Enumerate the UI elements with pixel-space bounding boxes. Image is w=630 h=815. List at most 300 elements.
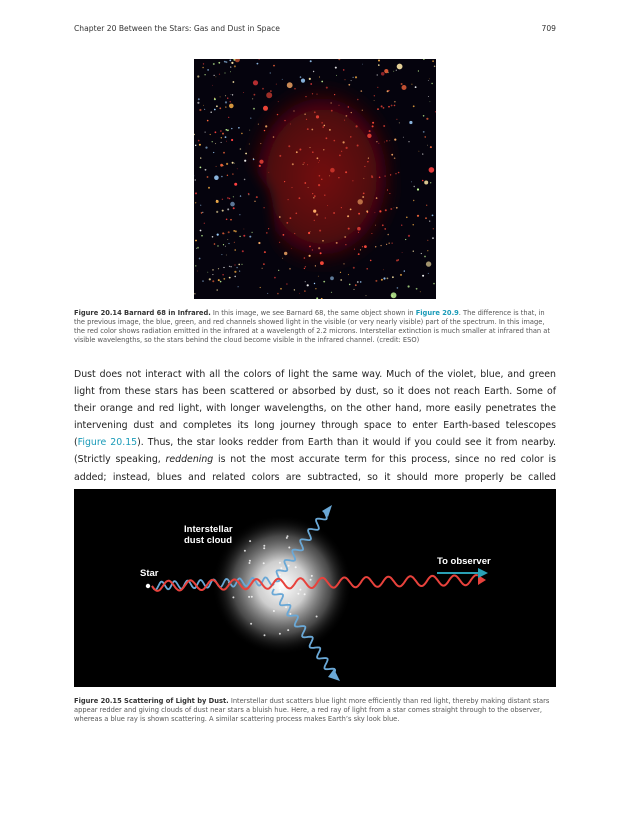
- dust-speck: [297, 593, 299, 595]
- star-point: [222, 274, 223, 275]
- star-point: [376, 197, 378, 199]
- star-point: [329, 176, 330, 177]
- star-point: [304, 268, 305, 269]
- star-point: [322, 240, 324, 242]
- star-point: [395, 173, 396, 174]
- star-point: [374, 95, 375, 96]
- star-point: [430, 101, 431, 102]
- star-point: [377, 74, 378, 75]
- star-point: [345, 244, 346, 245]
- dust-speck: [287, 535, 289, 537]
- star-point: [405, 239, 406, 240]
- star-point: [364, 166, 365, 167]
- star-point: [358, 253, 360, 255]
- star-point: [216, 166, 217, 167]
- star-point: [411, 84, 412, 85]
- dust-speck: [289, 613, 291, 615]
- paragraph-part-2: ). Thus, the star looks redder from Earth than it would if you could see it from nearby. (Strictly speaking,: [74, 437, 556, 466]
- star-point: [253, 158, 254, 159]
- star-point: [386, 140, 387, 141]
- star-point: [245, 153, 247, 155]
- star-point: [394, 157, 396, 159]
- star-point: [310, 147, 311, 148]
- star-point: [357, 227, 361, 231]
- star-point: [294, 289, 295, 290]
- star-point: [243, 235, 245, 237]
- star-point: [207, 272, 208, 273]
- star-point: [362, 64, 363, 65]
- dust-speck: [279, 562, 281, 564]
- star-point: [308, 187, 309, 188]
- star-point: [357, 281, 359, 283]
- star-point: [333, 212, 335, 214]
- star-point: [418, 70, 419, 71]
- star-point: [212, 274, 213, 275]
- star-point: [225, 136, 227, 138]
- star-point: [338, 59, 340, 60]
- star-point: [210, 134, 211, 135]
- dust-speck: [244, 550, 246, 552]
- star-point: [225, 101, 227, 103]
- star-point: [264, 130, 265, 131]
- star-point: [351, 80, 352, 81]
- star-point: [366, 295, 367, 296]
- star-point: [291, 248, 292, 249]
- star-point: [228, 117, 229, 118]
- star-point: [214, 109, 216, 111]
- star-point: [422, 180, 424, 182]
- star-point: [254, 94, 256, 96]
- star-point: [423, 59, 424, 60]
- figure-15-caption-text: Interstellar dust scatters blue light more efficiently than red light, thereby making distant stars appear redder and giving clouds of dust near stars a bluish hue. Here, a red ray of light from a star comes straight through to the observer, whereas a blue ray is shown scattering. A similar scattering process makes Earth’s sky look blue.: [74, 697, 550, 723]
- star-point: [356, 125, 358, 127]
- star-point: [430, 182, 431, 183]
- star-point: [366, 268, 368, 270]
- star-point: [205, 132, 206, 133]
- star-point: [417, 215, 419, 217]
- star-point: [223, 152, 225, 154]
- star-point: [284, 181, 285, 182]
- star-point: [253, 80, 258, 85]
- star-point: [398, 172, 400, 174]
- star-point: [223, 278, 225, 280]
- star-point: [398, 259, 399, 260]
- star-point: [357, 99, 359, 101]
- star-point: [229, 266, 230, 267]
- star-point: [397, 287, 399, 289]
- star-point: [277, 114, 278, 115]
- star-point: [221, 137, 222, 138]
- star-point: [382, 224, 384, 226]
- star-point: [424, 256, 426, 258]
- star-point: [231, 62, 233, 64]
- star-point: [391, 292, 397, 298]
- star-point: [268, 228, 269, 229]
- star-point: [363, 193, 365, 195]
- star-point: [299, 197, 301, 199]
- star-point: [232, 94, 233, 95]
- star-point: [290, 124, 291, 125]
- star-point: [357, 145, 359, 147]
- star-point: [310, 231, 311, 232]
- star-point: [240, 195, 241, 196]
- star-point: [321, 179, 322, 180]
- star-point: [394, 139, 396, 141]
- star-point: [308, 232, 310, 234]
- dust-speck: [279, 590, 281, 592]
- star-point: [220, 96, 221, 97]
- star-point: [222, 133, 224, 135]
- star-point: [195, 192, 197, 194]
- page-header: [74, 24, 556, 36]
- star-point: [267, 293, 268, 294]
- star-point: [280, 288, 282, 290]
- star-point: [227, 197, 228, 198]
- star-point: [431, 83, 432, 84]
- star-point: [396, 70, 397, 71]
- dust-speck: [263, 547, 265, 549]
- star-point: [391, 105, 393, 107]
- dust-speck: [316, 616, 318, 618]
- star-point: [349, 284, 351, 286]
- star-point: [375, 212, 376, 213]
- star-point: [232, 173, 233, 174]
- dust-speck: [273, 610, 275, 612]
- star-point: [236, 267, 237, 268]
- star-point: [218, 279, 220, 281]
- star-point: [231, 139, 233, 141]
- figure-20-15-link[interactable]: Figure 20.15: [77, 437, 138, 449]
- star-point: [262, 268, 263, 269]
- star-point: [243, 92, 244, 93]
- star-point: [259, 165, 261, 167]
- star-point: [392, 243, 393, 244]
- dust-cloud-label-line1: Interstellar: [184, 524, 233, 535]
- star-point: [288, 145, 290, 147]
- star-point: [210, 111, 212, 113]
- star-point: [292, 187, 293, 188]
- dust-speck: [250, 623, 252, 625]
- star-point: [384, 175, 385, 176]
- star-point: [402, 85, 407, 90]
- star-point: [221, 176, 223, 178]
- star-point: [345, 79, 346, 80]
- star-point: [212, 236, 214, 238]
- star-point: [360, 249, 361, 250]
- dust-speck: [279, 633, 281, 635]
- star-point: [234, 65, 236, 67]
- star-point: [413, 105, 415, 107]
- star-point: [205, 169, 207, 171]
- star-point: [282, 79, 283, 80]
- star-point: [335, 67, 337, 69]
- star-point: [394, 208, 395, 209]
- star-point: [278, 101, 279, 102]
- star-point: [263, 106, 268, 111]
- star-point: [413, 224, 414, 225]
- star-point: [231, 94, 232, 95]
- star-point: [283, 234, 285, 236]
- star-point: [307, 128, 309, 130]
- star-point: [379, 177, 381, 179]
- figure-14-caption-part-a: In this image, we see Barnard 68, the same object shown in: [210, 309, 416, 317]
- star-point: [408, 141, 409, 142]
- star-point: [420, 291, 421, 292]
- star-point: [264, 251, 266, 253]
- star-point: [353, 267, 355, 269]
- star-point: [224, 61, 226, 63]
- starfield-image: [194, 59, 436, 299]
- star-point: [428, 273, 429, 274]
- star-point: [408, 235, 410, 237]
- star-point: [388, 106, 390, 108]
- star-point: [252, 98, 253, 99]
- star-point: [205, 147, 207, 149]
- star-point: [234, 163, 235, 164]
- star-point: [265, 125, 267, 127]
- star-point: [216, 105, 218, 107]
- star-point: [304, 290, 305, 291]
- star-point: [313, 71, 314, 72]
- star-point: [235, 265, 236, 266]
- star-point: [241, 264, 242, 265]
- star-point: [348, 106, 349, 107]
- star-point: [273, 65, 275, 67]
- star-point: [233, 196, 234, 197]
- star-point: [230, 266, 231, 267]
- star-point: [417, 188, 419, 190]
- star-point: [346, 115, 348, 117]
- star-point: [307, 284, 309, 286]
- star-point: [305, 266, 306, 267]
- star-point: [276, 84, 277, 85]
- star-point: [197, 75, 199, 77]
- star-point: [388, 90, 389, 91]
- star-point: [390, 208, 392, 210]
- star-point: [304, 162, 305, 163]
- blue-arrowhead-up: [322, 505, 332, 517]
- star-point: [348, 228, 350, 230]
- star-point: [343, 263, 344, 264]
- figure-20-9-link[interactable]: Figure 20.9: [415, 309, 459, 317]
- star-point: [376, 141, 377, 142]
- star-point: [238, 127, 240, 129]
- star-point: [397, 64, 403, 70]
- star-point: [288, 199, 289, 200]
- star-point: [305, 281, 306, 282]
- star-point: [212, 141, 213, 142]
- star-point: [345, 171, 347, 173]
- star-point: [352, 180, 353, 181]
- star-point: [381, 105, 383, 107]
- star-point: [429, 167, 435, 173]
- star-point: [218, 62, 220, 64]
- star-point: [375, 246, 376, 247]
- star-point: [304, 257, 306, 259]
- star-point: [258, 242, 260, 244]
- star-point: [200, 205, 201, 206]
- star-point: [348, 84, 350, 86]
- star-point: [312, 151, 314, 153]
- star-point: [227, 129, 229, 131]
- star-point: [366, 210, 368, 212]
- star-point: [401, 83, 403, 85]
- star-point: [428, 96, 429, 97]
- star-point: [401, 225, 402, 226]
- star-point: [270, 73, 271, 74]
- star-point: [260, 143, 261, 144]
- dust-speck: [251, 596, 253, 598]
- star-point: [430, 146, 432, 148]
- star-point: [214, 243, 216, 245]
- star-point: [362, 246, 363, 247]
- star-point: [309, 78, 311, 80]
- star-point: [331, 292, 332, 293]
- star-point: [377, 108, 379, 110]
- star-point: [380, 245, 381, 246]
- star-dot: [146, 584, 150, 588]
- star-point: [413, 251, 414, 252]
- star-point: [353, 77, 354, 78]
- star-point: [239, 271, 240, 272]
- paragraph-part-1: Dust does not interact with all the colors of light the same way. Much of the violet, blue, and green light from these stars has been scattered or absorbed by dust, so it does not reach Earth. Some of their orange and red light, with longer wavelengths, on the other hand, more easily penetrates the intervening dust and completes its long journey through space to enter Earth-based telescopes (: [74, 369, 556, 449]
- star-point: [341, 151, 342, 152]
- star-point: [226, 141, 227, 142]
- star-point: [327, 205, 328, 206]
- star-point: [253, 108, 255, 110]
- star-point: [360, 281, 362, 283]
- star-point: [304, 114, 305, 115]
- star-point: [195, 240, 197, 242]
- star-point: [340, 279, 342, 281]
- star-point: [304, 182, 306, 184]
- star-point: [326, 87, 328, 89]
- star-point: [428, 80, 429, 81]
- star-point: [362, 196, 364, 198]
- star-point: [214, 98, 216, 100]
- figure-14-caption-part-b: . The difference is that, in the previous image, the blue, green, and red channels showed light in the visible (or very nearly visible) part of the spectrum. In this image, the red color shows radiation emitted in the infrared at a wavelength of 2.2 microns. Interstellar extinction is much smaller at infrared than at visible wavelengths, so the stars behind the cloud become visible in the infrared channel. (credit: ESO): [74, 309, 551, 344]
- star-point: [319, 76, 320, 77]
- star-point: [309, 255, 311, 257]
- star-point: [334, 140, 336, 142]
- star-point: [421, 253, 422, 254]
- star-point: [396, 207, 398, 209]
- star-point: [355, 76, 357, 78]
- star-point: [374, 100, 375, 101]
- star-point: [324, 125, 326, 127]
- star-point: [268, 172, 269, 173]
- star-point: [362, 110, 363, 111]
- star-point: [387, 234, 389, 236]
- star-point: [423, 115, 425, 117]
- star-point: [343, 69, 345, 71]
- star-point: [234, 183, 237, 186]
- star-point: [358, 213, 360, 215]
- reddening-term: reddening: [165, 454, 214, 466]
- star-point: [203, 105, 204, 106]
- star-point: [234, 271, 236, 273]
- star-point: [200, 157, 201, 158]
- dust-speck: [280, 567, 282, 569]
- star-point: [379, 210, 381, 212]
- star-point: [329, 129, 331, 131]
- star-point: [227, 98, 228, 99]
- star-point: [217, 234, 219, 236]
- star-point: [321, 298, 323, 299]
- star-point: [411, 182, 412, 183]
- star-point: [217, 245, 218, 246]
- star-point: [244, 229, 245, 230]
- star-point: [381, 279, 383, 281]
- star-point: [202, 280, 203, 281]
- star-point: [203, 63, 204, 64]
- star-point: [221, 142, 222, 143]
- star-point: [214, 75, 215, 76]
- star-point: [389, 193, 390, 194]
- star-point: [387, 278, 389, 280]
- star-point: [330, 276, 334, 280]
- star-point: [372, 122, 374, 124]
- star-point: [220, 281, 222, 283]
- star-point: [286, 283, 288, 285]
- dust-speck: [311, 575, 313, 577]
- star-point: [207, 120, 209, 122]
- star-point: [212, 280, 214, 282]
- star-point: [315, 288, 316, 289]
- star-point: [226, 255, 227, 256]
- star-point: [371, 175, 372, 176]
- star-point: [381, 72, 385, 76]
- dust-speck: [249, 562, 251, 564]
- star-point: [378, 60, 380, 62]
- star-point: [199, 258, 201, 260]
- dust-cloud-label-line2: dust cloud: [184, 535, 233, 546]
- star-point: [240, 148, 242, 150]
- star-point: [427, 250, 428, 251]
- star-point: [194, 293, 195, 294]
- star-point: [204, 109, 205, 110]
- star-point: [237, 168, 238, 169]
- star-point: [427, 240, 428, 241]
- star-point: [422, 275, 424, 277]
- star-point: [318, 276, 319, 277]
- figure-14-caption: [74, 309, 556, 345]
- star-point: [303, 164, 304, 165]
- star-point: [341, 207, 342, 208]
- star-point: [336, 75, 337, 76]
- star-point: [310, 83, 312, 85]
- star-point: [228, 243, 229, 244]
- star-point: [196, 248, 197, 249]
- star-point: [424, 181, 428, 185]
- star-point: [199, 109, 201, 111]
- star-point: [300, 76, 302, 78]
- star-point: [195, 145, 196, 146]
- star-point: [294, 88, 296, 90]
- star-point: [256, 196, 258, 198]
- star-point: [293, 110, 294, 111]
- page-number: 709: [541, 24, 556, 33]
- star-point: [344, 120, 345, 121]
- star-point: [263, 263, 265, 265]
- star-point: [230, 219, 232, 221]
- star-point: [402, 252, 403, 253]
- star-point: [260, 287, 261, 288]
- star-point: [230, 202, 235, 207]
- star-point: [391, 154, 393, 156]
- star-point: [215, 131, 217, 133]
- dust-speck: [232, 596, 234, 598]
